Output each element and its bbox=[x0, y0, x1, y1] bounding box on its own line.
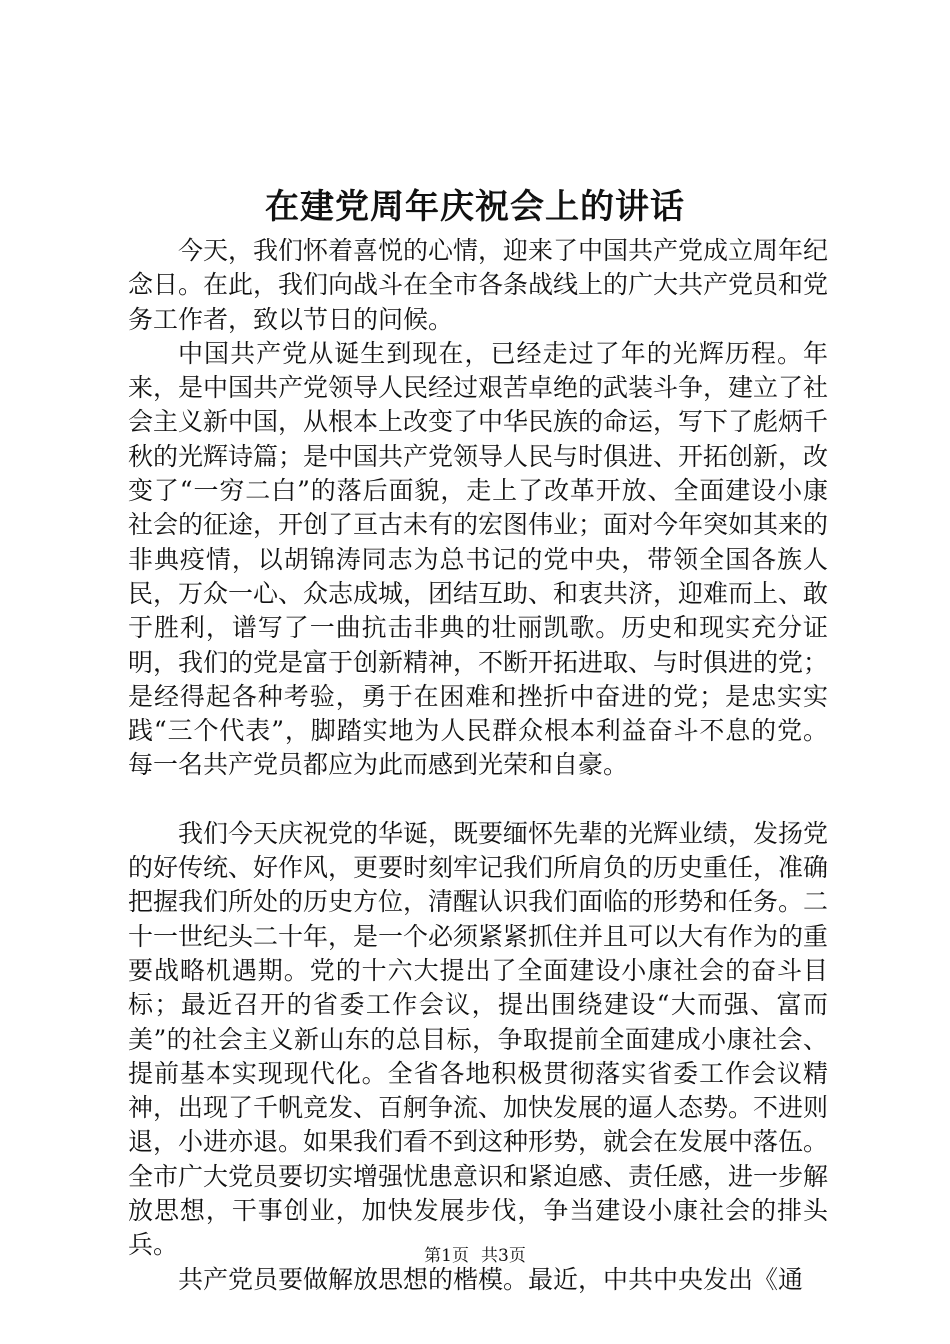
document-body bbox=[128, 234, 828, 1297]
paragraph: 今天，我们怀着喜悦的心情，迎来了中国共产党成立周年纪念日。在此，我们向战斗在全市各条战线上的广大共产党员和党务工作者，致以节日的问候。 bbox=[128, 236, 829, 334]
document-title: 在建党周年庆祝会上的讲话 bbox=[265, 187, 685, 227]
page-number: 第1页 bbox=[424, 1246, 469, 1266]
paragraph: 共产党员要做解放思想的楷模。最近，中共中央发出《通 bbox=[178, 1264, 804, 1294]
paragraph: 中国共产党从诞生到现在，已经走过了年的光辉历程。年来，是中国共产党领导人民经过艰苦卓绝的武装斗争，建立了社会主义新中国，从根本上改变了中华民族的命运，写下了彪炳千秋的光辉诗篇；是中国共产党领导人民与时俱进、开拓创新，改变了“一穷二白”的落后面貌，走上了改革开放、全面建设小康社会的征途，开创了亘古未有的宏图伟业；面对今年突如其来的非典疫情，以胡锦涛同志为总书记的党中央，带领全国各族人民，万众一心、众志成城，团结互助、和衷共济，迎难而上、敢于胜利，谱写了一曲抗击非典的壮丽凯歌。历史和现实充分证明，我们的党是富于创新精神，不断开拓进取、与时俱进的党；是经得起各种考验，勇于在困难和挫折中奋进的党；是忠实实践“三个代表”，脚踏实地为人民群众根本利益奋斗不息的党。每一名共产党员都应为此而感到光荣和自豪。 bbox=[128, 338, 829, 780]
paragraph: 我们今天庆祝党的华诞，既要缅怀先辈的光辉业绩，发扬党的好传统、好作风，更要时刻牢记我们所肩负的历史重任，准确把握我们所处的历史方位，清醒认识我们面临的形势和任务。二十一世纪头二十年，是一个必须紧紧抓住并且可以大有作为的重要战略机遇期。党的十六大提出了全面建设小康社会的奋斗目标；最近召开的省委工作会议，提出围绕建设“大而强、富而美”的社会主义新山东的总目标，争取提前全面建成小康社会、提前基本实现现代化。全省各地积极贯彻落实省委工作会议精神，出现了千帆竞发、百舸争流、加快发展的逼人态势。不进则退，小进亦退。如果我们看不到这种形势，就会在发展中落伍。全市广大党员要切实增强忧患意识和紧迫感、责任感，进一步解放思想，干事创业，加快发展步伐，争当建设小康社会的排头兵。 bbox=[128, 818, 829, 1260]
page-count: 共3页 bbox=[481, 1246, 526, 1266]
page-footer bbox=[0, 1244, 950, 1268]
